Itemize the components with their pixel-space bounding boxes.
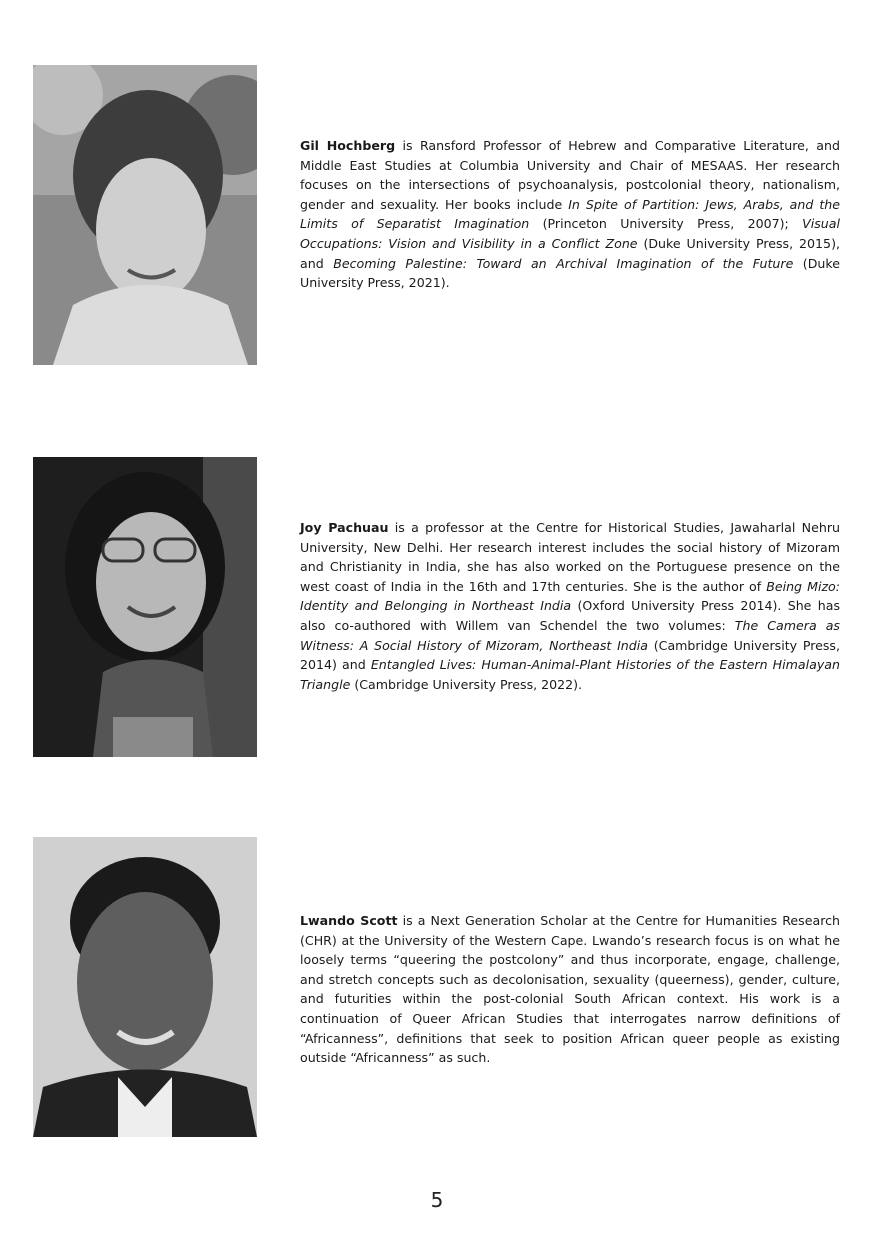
book-title: The Camera as Witness: A Social History of Mizoram, Northeast India <box>300 617 840 653</box>
gil-hochberg-bio <box>300 136 840 293</box>
gil-hochberg-portrait <box>33 65 257 365</box>
joy-pachuau-bio <box>300 518 840 694</box>
bio-text: (Duke University Press, 2021). <box>300 255 840 291</box>
bio-text: (Oxford University Press 2014). She has also co-authored with Willem van Schendel the two volumes: <box>300 598 841 633</box>
bio-text: (Cambridge University Press, 2022). <box>350 676 583 692</box>
bio-text: is a Next Generation Scholar at the Centre for Humanities Research (CHR) at the University of the Western Cape. Lwando’s research focus is on what he loosely terms “queering the postcolony” and thus incorporate, engage, challenge, and stretch concepts such as decolonisation, sexuality (queerness), gender, culture, and futurities within the post-colonial South African context. His work is a continuation of Queer African Studies that interrogates narrow definitions of “Africanness”, definitions that seek to position African queer people as existing outside “Africanness” as such. <box>300 913 841 1066</box>
book-title: Visual Occupations: Vision and Visibility in a Conflict Zone <box>300 216 840 251</box>
bio-text: is Ransford Professor of Hebrew and Comparative Literature, and Middle East Studies at Columbia University and Chair of MESAAS. Her research focuses on the intersections of psychoanalysis, postcolonial theory, nationalism, gender and sexuality. Her books include <box>300 138 840 212</box>
lwando-scott-bio <box>300 911 840 1068</box>
book-title: Becoming Palestine: Toward an Archival Imagination of the Future <box>333 255 794 271</box>
bio-name: Lwando Scott <box>300 913 398 928</box>
bio-name: Gil Hochberg <box>300 138 396 153</box>
bio-text: (Princeton University Press, 2007); <box>529 216 803 232</box>
book-title: Being Mizo: Identity and Belonging in Northeast India <box>300 578 840 614</box>
portrait-photo-icon <box>33 65 257 365</box>
bio-text: (Cambridge University Press, 2014) and <box>300 637 840 673</box>
joy-pachuau-portrait <box>33 457 257 757</box>
bio-name: Joy Pachuau <box>300 520 389 535</box>
book-title: In Spite of Partition: Jews, Arabs, and the Limits of Separatist Imagination <box>300 196 840 232</box>
bio-text: (Duke University Press, 2015), and <box>300 235 840 271</box>
page-number: 5 <box>430 1188 444 1212</box>
book-title: Entangled Lives: Human-Animal-Plant Histories of the Eastern Himalayan Triangle <box>300 657 840 692</box>
bio-text: is a professor at the Centre for Historical Studies, Jawaharlal Nehru University, New Delhi. Her research interest includes the social history of Mizoram and Christianity in India, she has also worked on the Portuguese presence on the west coast of India in the 16th and 17th centuries. She is the author of <box>300 520 840 594</box>
lwando-scott-portrait <box>33 837 257 1137</box>
portrait-photo-icon <box>33 837 257 1137</box>
portrait-photo-icon <box>33 457 257 757</box>
